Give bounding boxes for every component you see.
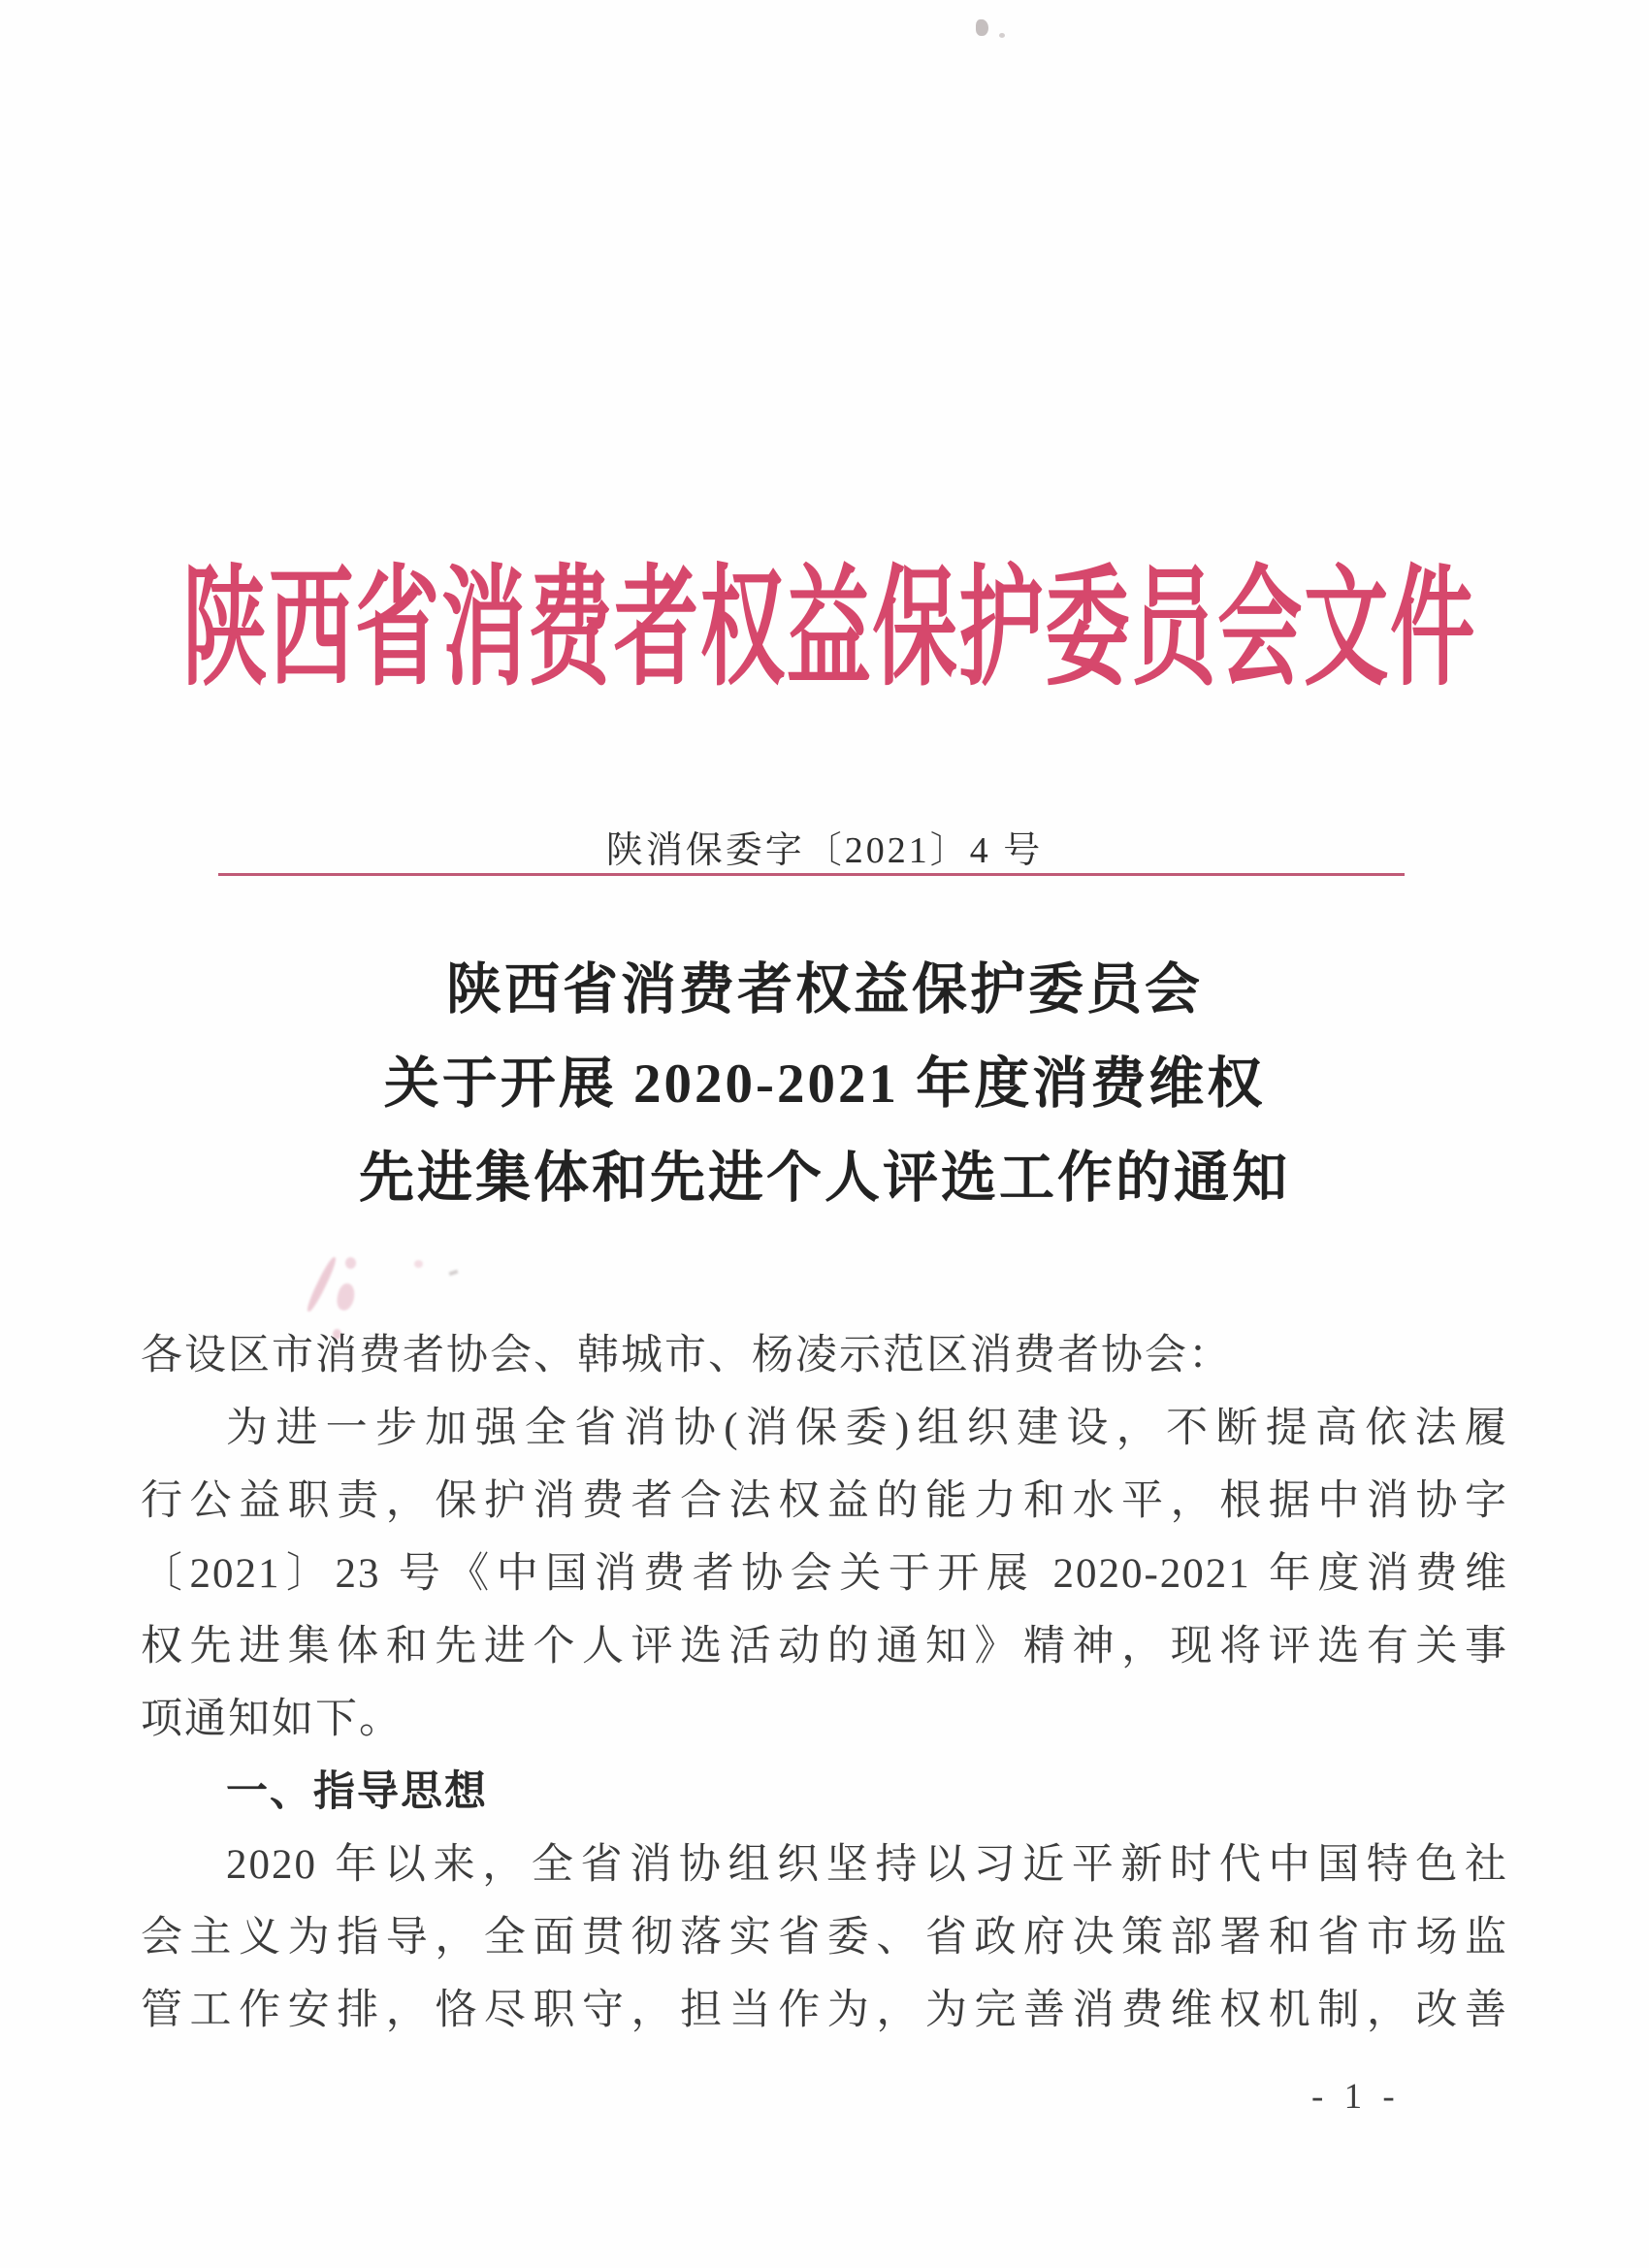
pink-ink-smudge bbox=[305, 1255, 339, 1313]
scan-speck bbox=[999, 33, 1005, 38]
paragraph2-line-2: 会主义为指导，全面贯彻落实省委、省政府决策部署和省市场监 bbox=[141, 1915, 1508, 1960]
salutation-line: 各设区市消费者协会、韩城市、杨凌示范区消费者协会： bbox=[141, 1333, 1232, 1378]
document-title-line-1: 陕西省消费者权益保护委员会 bbox=[446, 959, 1203, 1021]
scan-speck bbox=[976, 19, 988, 36]
document-body bbox=[141, 1319, 1508, 2047]
document-title bbox=[0, 943, 1649, 1225]
document-title-line-2: 关于开展 2020-2021 年度消费维权 bbox=[383, 1053, 1266, 1115]
paragraph1-line-3: 〔2021〕23 号《中国消费者协会关于开展 2020-2021 年度消费维 bbox=[141, 1551, 1508, 1597]
paragraph1-line-1: 为进一步加强全省消协(消保委)组织建设，不断提高依法履 bbox=[226, 1406, 1508, 1451]
page-number: - 1 - bbox=[1311, 2077, 1401, 2117]
pink-ink-smudge bbox=[335, 1281, 357, 1312]
pink-ink-smudge bbox=[414, 1260, 423, 1268]
pink-ink-smudge bbox=[345, 1257, 356, 1269]
paragraph2-line-1: 2020 年以来，全省消协组织坚持以习近平新时代中国特色社 bbox=[226, 1842, 1508, 1888]
section1-heading: 一、指导思想 bbox=[226, 1768, 488, 1815]
document-title-line-3: 先进集体和先进个人评选工作的通知 bbox=[359, 1148, 1290, 1209]
scan-speck bbox=[449, 1270, 459, 1277]
paragraph1-line-2: 行公益职责，保护消费者合法权益的能力和水平，根据中消协字 bbox=[141, 1478, 1508, 1524]
red-divider-line bbox=[218, 873, 1405, 876]
paragraph2-line-3: 管工作安排，恪尽职守，担当作为，为完善消费维权机制，改善 bbox=[141, 1988, 1508, 2033]
paragraph1-line-4: 权先进集体和先进个人评选活动的通知》精神，现将评选有关事 bbox=[141, 1624, 1508, 1669]
document-number: 陕消保委字〔2021〕4 号 bbox=[605, 830, 1044, 871]
letterhead-banner bbox=[0, 524, 1649, 702]
letterhead-banner-title: 陕西省消费者权益保护委员会文件 bbox=[182, 557, 1476, 702]
paragraph1-line-5: 项通知如下。 bbox=[141, 1697, 403, 1742]
